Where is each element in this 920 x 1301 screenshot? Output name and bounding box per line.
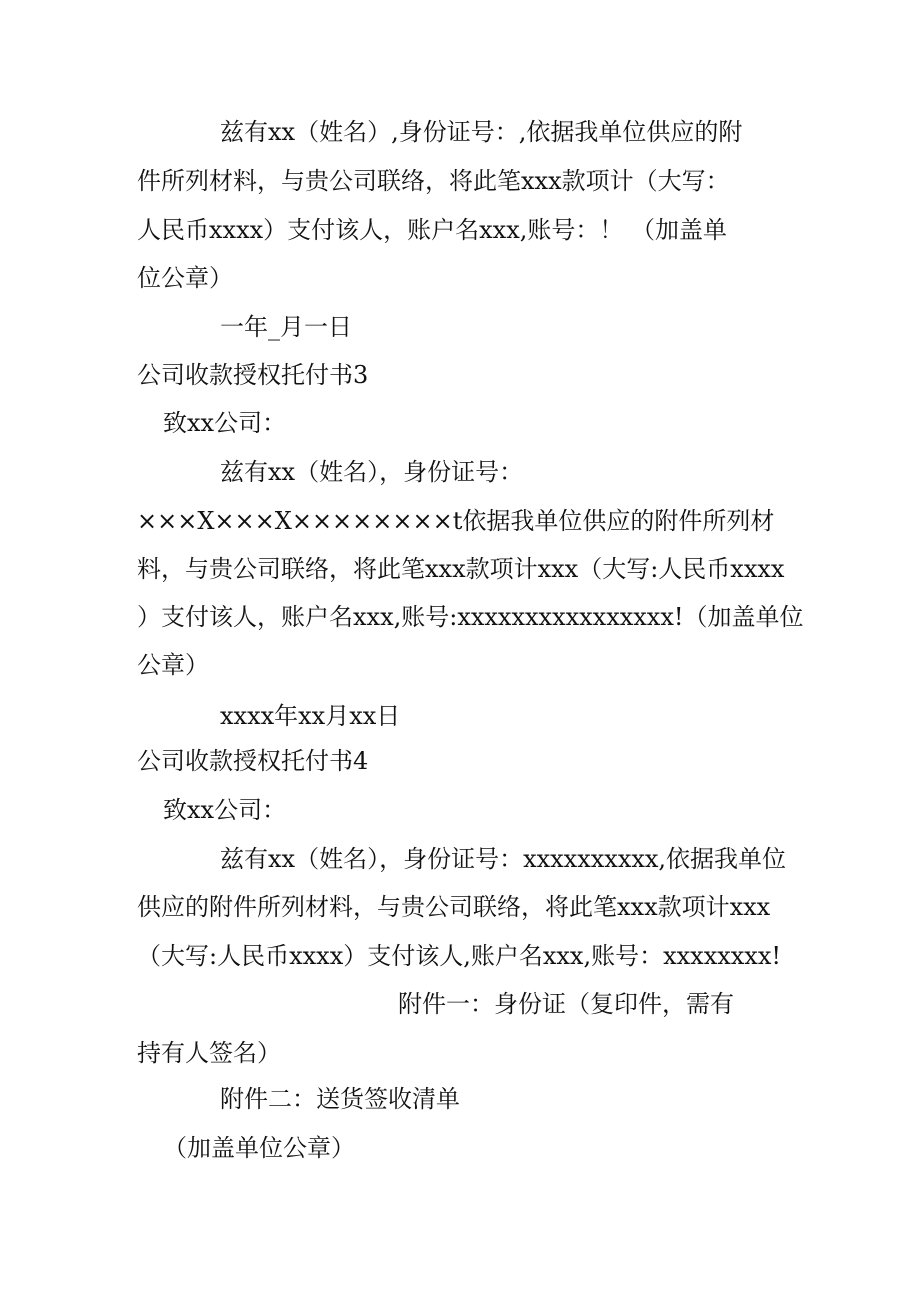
section-title: 公司收款授权托付书4 <box>137 747 369 775</box>
attachment-line: 持有人签名） <box>137 1039 281 1067</box>
paragraph-line: ×××X×××X××××××××t依据我单位供应的附件所列材 <box>137 507 775 535</box>
paragraph-line: （大写:人民币xxxx）支付该人,账户名xxx,账号：xxxxxxxx! <box>137 942 782 970</box>
date-line: 一年_月一日 <box>220 313 352 341</box>
paragraph-line: 供应的附件所列材料，与贵公司联络，将此笔xxx款项计xxx <box>137 893 771 921</box>
salutation: 致xx公司： <box>163 796 287 824</box>
paragraph-line: 公章） <box>137 651 209 679</box>
attachment-line: 附件二：送货签收清单 <box>220 1085 460 1113</box>
date-line: xxxx年xx月xx日 <box>220 702 401 730</box>
paragraph-line: 位公章） <box>137 264 233 292</box>
section-title: 公司收款授权托付书3 <box>137 361 369 389</box>
salutation: 致xx公司： <box>163 409 287 437</box>
paragraph-line: 件所列材料，与贵公司联络，将此笔xxx款项计（大写： <box>137 167 730 195</box>
attachment-line: 附件一：身份证（复印件，需有 <box>398 990 734 1018</box>
seal-note: （加盖单位公章） <box>163 1134 355 1162</box>
paragraph-line: 兹有xx（姓名），身份证号： <box>220 458 524 486</box>
paragraph-line: 兹有xx（姓名）,身份证号：,依据我单位供应的附 <box>220 118 743 146</box>
paragraph-line: ）支付该人，账户名xxx,账号:xxxxxxxxxxxxxxxx!（加盖单位 <box>137 603 804 631</box>
paragraph-line: 兹有xx（姓名），身份证号：xxxxxxxxxx,依据我单位 <box>220 845 787 873</box>
paragraph-line: 人民币xxxx）支付该人，账户名xxx,账号：！ （加盖单 <box>137 216 728 244</box>
paragraph-line: 料，与贵公司联络，将此笔xxx款项计xxx（大写:人民币xxxx <box>137 555 785 583</box>
